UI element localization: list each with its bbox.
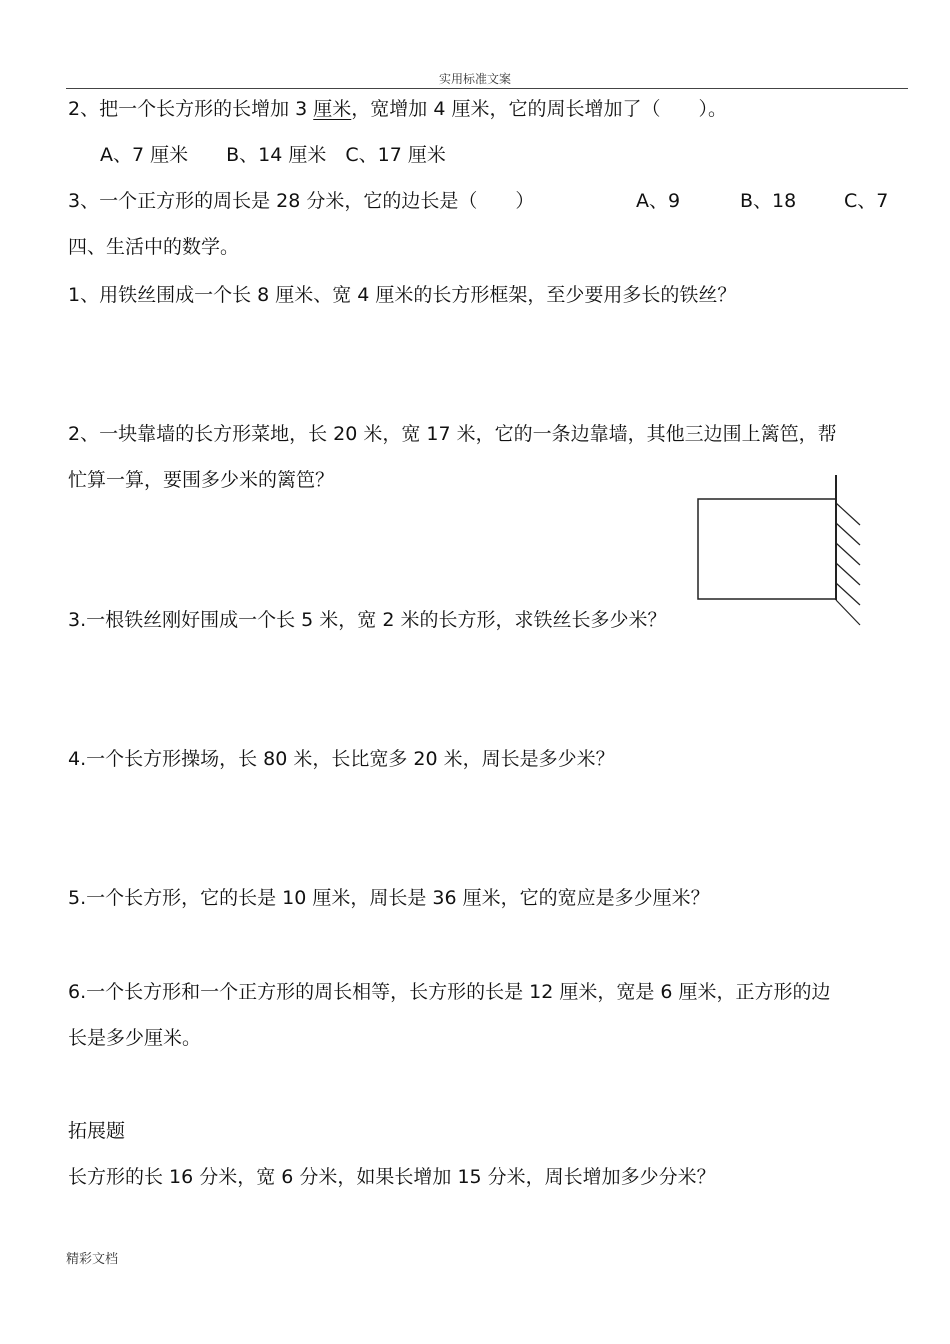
section-4-title: 四、生活中的数学。 [68,236,240,258]
question-2-prefix: 2、把一个长方形的长增加 3 [68,98,314,120]
problem-2-line-1: 2、一块靠墙的长方形菜地，长 20 米，宽 17 米，它的一条边靠墙，其他三边围上篱笆，帮 [68,423,837,445]
question-3-option-c: C、7 [844,190,889,212]
problem-6-line-1: 6.一个长方形和一个正方形的周长相等，长方形的长是 12 厘米，宽是 6 厘米，正方形的边 [68,981,831,1003]
question-3: 3、一个正方形的周长是 28 分米，它的边长是（ ） [68,190,535,212]
page-footer: 精彩文档 [66,1252,119,1267]
question-3-option-b: B、18 [740,190,797,212]
question-3-option-a: A、9 [636,190,681,212]
garden-rectangle [698,499,836,599]
wall-hatching [836,503,860,625]
problem-2-line-2: 忙算一算，要围多少米的篱笆？ [68,469,335,491]
header-rule [66,88,908,89]
problem-4: 4.一个长方形操场，长 80 米，长比宽多 20 米，周长是多少米？ [68,748,615,770]
question-2-suffix: ，宽增加 4 厘米，它的周长增加了（ ）。 [351,98,727,120]
problem-1: 1、用铁丝围成一个长 8 厘米、宽 4 厘米的长方形框架，至少要用多长的铁丝？ [68,284,737,306]
problem-6-line-2: 长是多少厘米。 [68,1027,202,1049]
extension-question: 长方形的长 16 分米，宽 6 分米，如果长增加 15 分米，周长增加多少分米？ [68,1166,716,1188]
problem-5: 5.一个长方形，它的长是 10 厘米，周长是 36 厘米，它的宽应是多少厘米？ [68,887,710,909]
question-2-underlined-unit: 厘米 [313,98,352,120]
question-2-options: A、7 厘米 B、14 厘米 C、17 厘米 [100,144,446,166]
garden-wall-diagram [690,470,870,630]
problem-3: 3.一根铁丝刚好围成一个长 5 米，宽 2 米的长方形，求铁丝长多少米？ [68,609,667,631]
question-2 [68,97,727,121]
extension-title: 拓展题 [68,1120,126,1142]
page-header: 实用标准文案 [438,72,511,86]
